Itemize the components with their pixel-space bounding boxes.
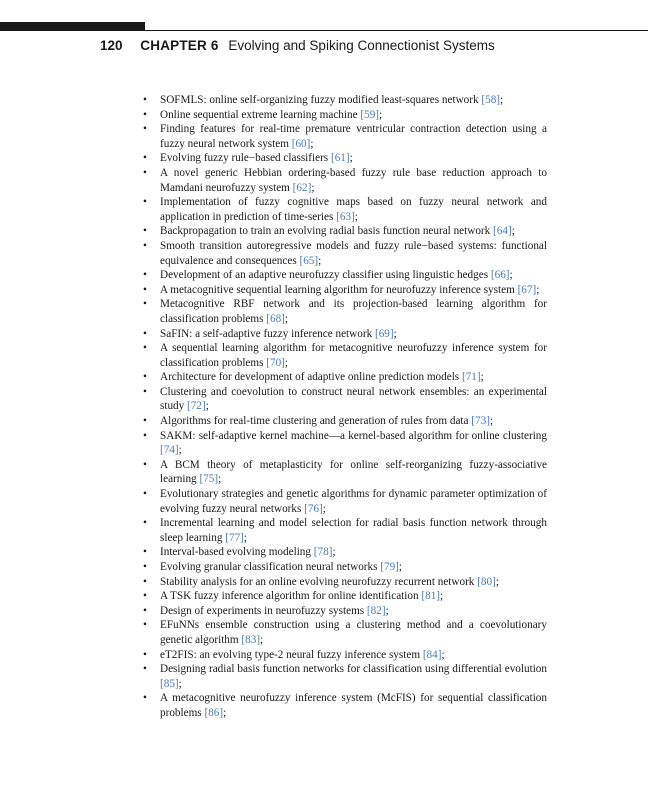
citation-link[interactable]: [58] [481, 94, 501, 106]
list-item-text: A TSK fuzzy inference algorithm for online identification [160, 590, 419, 603]
list-item [143, 545, 547, 560]
bullet-icon: • [143, 342, 147, 355]
list-punctuation: ; [260, 633, 264, 646]
citation-link[interactable]: [82] [366, 604, 386, 617]
bullet-icon: • [143, 166, 147, 179]
bullet-icon: • [143, 517, 147, 530]
reference-list [143, 93, 547, 721]
list-item [143, 108, 547, 123]
list-item [143, 414, 547, 429]
list-item [143, 268, 547, 283]
citation-link[interactable]: [85] [160, 677, 179, 690]
list-punctuation: ; [332, 546, 336, 559]
list-item [143, 239, 547, 268]
citation-link[interactable]: [76] [304, 502, 323, 515]
list-punctuation: ; [284, 356, 289, 369]
bullet-icon: • [143, 663, 147, 676]
citation-link[interactable]: [63] [336, 210, 355, 223]
list-item [143, 516, 547, 545]
citation-link[interactable]: [80] [477, 575, 496, 588]
list-punctuation: ; [178, 677, 182, 690]
list-punctuation: ; [354, 210, 358, 223]
list-item-text: Algorithms for real-time clustering and generation of rules from data [160, 415, 469, 428]
citation-link[interactable]: [64] [493, 225, 512, 238]
list-item [143, 662, 547, 691]
citation-link[interactable]: [60] [291, 137, 311, 150]
bullet-icon: • [143, 692, 147, 705]
list-item-text: Architecture for development of adaptive online prediction models [160, 371, 460, 384]
list-item [143, 648, 547, 663]
bullet-icon: • [143, 152, 147, 165]
list-item [143, 297, 547, 326]
list-item [143, 151, 547, 166]
chapter-label: CHAPTER 6 [140, 38, 219, 53]
list-punctuation: ; [284, 312, 289, 325]
list-punctuation: ; [178, 444, 182, 457]
citation-link[interactable]: [86] [204, 706, 224, 719]
list-item-text: Stability analysis for an online evolving neurofuzzy recurrent network [160, 575, 475, 588]
bullet-icon: • [143, 619, 147, 632]
list-item [143, 341, 547, 370]
citation-link[interactable]: [75] [199, 473, 219, 486]
list-punctuation: ; [318, 254, 322, 267]
bullet-icon: • [143, 561, 147, 573]
list-punctuation: ; [440, 590, 444, 603]
citation-link[interactable]: [61] [330, 152, 350, 165]
list-item [143, 224, 547, 239]
list-item-text: A BCM theory of metaplasticity for online self-reorganizing fuzzy-associative learning [160, 458, 547, 486]
citation-link[interactable]: [66] [490, 269, 510, 282]
citation-link[interactable]: [84] [422, 648, 442, 661]
list-punctuation: ; [218, 473, 222, 486]
list-item-text: Online sequential extreme learning machine [160, 108, 358, 121]
citation-link[interactable]: [78] [313, 546, 333, 559]
list-item-text: SAKM: self-adaptive kernel machine—a kernel-based algorithm for online clustering [160, 429, 547, 442]
list-item [143, 370, 547, 385]
list-punctuation: ; [205, 400, 209, 413]
list-item-text: Smooth transition autoregressive models and fuzzy rule−based systems: functional equivalence and consequences [160, 239, 547, 267]
list-punctuation: ; [500, 94, 504, 106]
list-punctuation: ; [495, 575, 499, 588]
citation-link[interactable]: [62] [292, 181, 312, 194]
bullet-icon: • [143, 415, 147, 428]
list-item [143, 283, 547, 298]
list-punctuation: ; [441, 648, 445, 661]
chapter-title: Evolving and Spiking Connectionist Systems [228, 38, 495, 53]
list-punctuation: ; [511, 225, 515, 238]
list-punctuation: ; [509, 269, 513, 282]
bullet-icon: • [143, 196, 147, 209]
list-punctuation: ; [243, 531, 247, 544]
list-punctuation: ; [536, 283, 540, 296]
list-item [143, 560, 547, 575]
citation-link[interactable]: [77] [225, 531, 244, 544]
citation-link[interactable]: [68] [266, 312, 285, 325]
citation-link[interactable]: [72] [187, 400, 206, 413]
list-punctuation: ; [480, 371, 484, 384]
bullet-icon: • [143, 108, 147, 121]
bullet-icon: • [143, 327, 147, 340]
citation-link[interactable]: [70] [266, 356, 285, 369]
list-item-text: A novel generic Hebbian ordering-based fuzzy rule base reduction approach to Mamdani neurofuzzy system [160, 166, 547, 194]
citation-link[interactable]: [81] [421, 590, 441, 603]
list-punctuation: ; [310, 137, 314, 150]
list-item [143, 429, 547, 458]
bullet-icon: • [143, 239, 147, 252]
bullet-icon: • [143, 488, 147, 501]
bullet-icon: • [143, 269, 147, 282]
list-item [143, 327, 547, 342]
list-item [143, 166, 547, 195]
list-item [143, 458, 547, 487]
list-item-text: Interval-based evolving modeling [160, 546, 311, 559]
list-item-text: Incremental learning and model selection for radial basis function network through sleep learning [160, 517, 547, 544]
bullet-icon: • [143, 604, 147, 617]
list-punctuation: ; [322, 502, 326, 515]
list-item-text: Evolving fuzzy rule−based classifiers [160, 152, 329, 165]
citation-link[interactable]: [83] [241, 633, 261, 646]
header-bar [0, 22, 145, 31]
list-item-text: Finding features for real-time premature ventricular contraction detection using a fuzzy neural network system [160, 123, 547, 150]
bullet-icon: • [143, 429, 147, 442]
list-punctuation: ; [489, 415, 494, 428]
bullet-icon: • [143, 546, 147, 559]
list-item-text: Evolving granular classification neural networks [160, 561, 378, 573]
list-item-text: SaFIN: a self-adaptive fuzzy inference network [160, 327, 373, 340]
running-header [100, 38, 495, 53]
citation-link[interactable]: [65] [299, 254, 319, 267]
list-item [143, 604, 547, 619]
list-item [143, 487, 547, 516]
list-item-text: Implementation of fuzzy cognitive maps based on fuzzy neural network and application in prediction of time-series [160, 196, 547, 223]
citation-link[interactable]: [59] [360, 108, 380, 121]
bullet-icon: • [143, 225, 147, 238]
list-item-text: Clustering and coevolution to construct neural network ensembles: an experimental study [160, 385, 547, 413]
list-item-text: Designing radial basis function networks for classification using differential evolution [160, 663, 547, 676]
bullet-icon: • [143, 385, 147, 398]
header-rule [145, 30, 648, 31]
list-punctuation: ; [379, 108, 383, 121]
citation-link[interactable]: [71] [461, 371, 481, 384]
list-item-text: Evolutionary strategies and genetic algorithms for dynamic parameter optimization of evolving fuzzy neural networks [160, 488, 547, 515]
list-item-text: Development of an adaptive neurofuzzy classifier using linguistic hedges [160, 269, 489, 282]
list-punctuation: ; [223, 706, 227, 719]
list-item-text: Design of experiments in neurofuzzy systems [160, 604, 365, 617]
list-item [143, 122, 547, 151]
list-item [143, 93, 547, 108]
bullet-icon: • [143, 298, 147, 311]
bullet-icon: • [143, 648, 147, 661]
list-punctuation: ; [393, 327, 397, 340]
bullet-icon: • [143, 590, 147, 603]
list-item-text: Backpropagation to train an evolving radial basis function neural network [160, 225, 491, 238]
list-item-text: SOFMLS: online self-organizing fuzzy modified least-squares network [160, 94, 479, 106]
list-punctuation: ; [311, 181, 315, 194]
bullet-icon: • [143, 575, 147, 588]
list-item-text: A metacognitive neurofuzzy inference system (McFIS) for sequential classification problems [160, 692, 547, 719]
citation-link[interactable]: [79] [380, 561, 399, 573]
bullet-icon: • [143, 283, 147, 296]
list-item [143, 589, 547, 604]
list-item-text: Metacognitive RBF network and its projection-based learning algorithm for classification problems [160, 298, 547, 325]
list-item [143, 618, 547, 647]
list-item-text: eT2FIS: an evolving type-2 neural fuzzy inference system [160, 648, 421, 661]
list-item-text: A metacognitive sequential learning algorithm for neurofuzzy inference system [160, 283, 515, 296]
page-number: 120 [100, 38, 123, 53]
list-item [143, 385, 547, 414]
list-item [143, 575, 547, 590]
list-item-text: A sequential learning algorithm for metacognitive neurofuzzy inference system for classification problems [160, 342, 547, 369]
citation-link[interactable]: [69] [374, 327, 394, 340]
list-item [143, 195, 547, 224]
list-punctuation: ; [385, 604, 389, 617]
citation-link[interactable]: [74] [160, 444, 179, 457]
bullet-icon: • [143, 94, 147, 106]
list-punctuation: ; [349, 152, 353, 165]
list-punctuation: ; [398, 561, 403, 573]
bullet-icon: • [143, 458, 147, 471]
bullet-icon: • [143, 123, 147, 136]
bullet-icon: • [143, 371, 147, 384]
list-item-text: EFuNNs ensemble construction using a clustering method and a coevolutionary genetic algorithm [160, 619, 547, 646]
citation-link[interactable]: [67] [517, 283, 537, 296]
list-item [143, 691, 547, 720]
citation-link[interactable]: [73] [471, 415, 490, 428]
